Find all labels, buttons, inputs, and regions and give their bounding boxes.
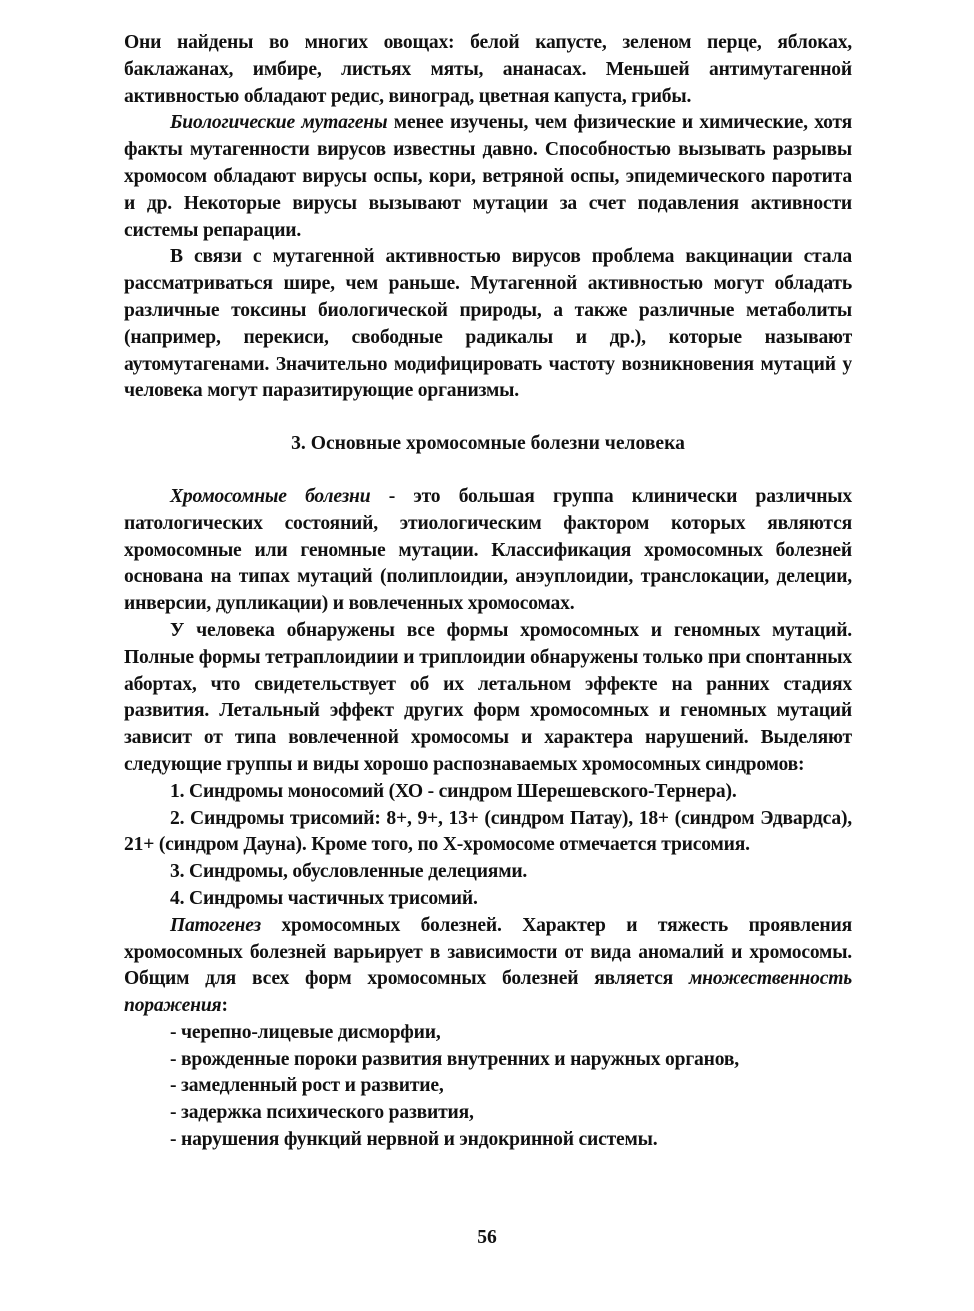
paragraph-chromosomal-diseases [124, 484, 852, 618]
paragraph-pathogenesis-end: : [221, 995, 228, 1017]
page-body [124, 30, 852, 1154]
syndrome-item-1: 1. Синдромы моносомий (ХО - синдром Шерешевского-Тернера). [170, 780, 737, 802]
section-heading: 3. Основные хромосомные болезни человека [291, 433, 685, 455]
list-item: - врожденные пороки развития внутренних и наружных органов, [170, 1048, 739, 1070]
list-item: - черепно-лицевые дисморфии, [170, 1021, 441, 1043]
list-item: - замедленный рост и развитие, [170, 1075, 444, 1097]
paragraph-vaccination: В связи с мутагенной активностью вирусов проблема вакцинации стала рассматриваться шире, чем раньше. Мутагенной активностью могут обладать различные токсины биологической природы, а также различные метаболиты (например, перекиси, свободные радикалы и др.), которые называют аутомутагенами. Значительно модифицировать частоту возникновения мутаций у человека могут паразитирующие организмы. [124, 246, 852, 402]
term-pathogenesis: Патогенез [170, 914, 261, 936]
term-biological-mutagens: Биологические мутагены [170, 112, 388, 134]
syndrome-item-4: 4. Синдромы частичных трисомий. [170, 887, 478, 909]
paragraph-antimutagens: Они найдены во многих овощах: белой капусте, зеленом перце, яблоках, баклажанах, имбире, листьях мяты, ананасах. Меньшей антимутагенной активностью обладают редис, виноград, цветная капуста, грибы. [124, 32, 852, 107]
paragraph-pathogenesis [124, 913, 852, 1020]
paragraph-biological-mutagens-text: менее изучены, чем физические и химические, хотя факты мутагенности вирусов известны давно. Способностью вызывать разрывы хромосом обладают вирусы оспы, кори, ветряной оспы, эпидемического паротита и др. Некоторые вирусы вызывают мутации за счет подавления активности системы репарации. [124, 112, 852, 241]
term-chromosomal-diseases: Хромосомные болезни [170, 485, 371, 507]
paragraph-chromosomal-diseases-text: - это большая группа клинически различных патологических состояний, этиологическим фактором которых являются хромосомные или геномные мутации. Классификация хромосомных болезней основана на типах мутаций (полиплоидии, анэуплоидии, транслокации, делеции, инверсии, дупликации) и вовлеченных хромосомах. [124, 485, 853, 615]
term-multiple-lesions: множественность поражения [124, 968, 852, 1017]
syndrome-item-3: 3. Синдромы, обусловленные делециями. [170, 861, 528, 883]
paragraph-mutation-forms: У человека обнаружены все формы хромосомных и геномных мутаций. Полные формы тетраплоидиии и триплоидии обнаружены только при спонтанных абортах, что свидетельствует об их летальном эффекте на ранних стадиях развития. Летальный эффект других форм хромосомных и геномных мутаций зависит от типа вовлеченной хромосомы и характера нарушений. Выделяют следующие группы и виды хорошо распознаваемых хромосомных синдромов: [124, 619, 852, 775]
syndrome-item-2: 2. Синдромы трисомий: 8+, 9+, 13+ (синдром Патау), 18+ (синдром Эдвардса), 21+ (синдром Дауна). Кроме того, по Х-хромосоме отмечается трисомия. [124, 807, 852, 856]
paragraph-pathogenesis-text: хромосомных болезней. Характер и тяжесть проявления хромосомных болезней варьирует в зависимости от вида аномалий и хромосомы. Общим для всех форм хромосомных болезней является [124, 914, 852, 990]
paragraph-biological-mutagens [124, 110, 852, 244]
page-number: 56 [477, 1227, 497, 1248]
list-item: - нарушения функций нервной и эндокринной системы. [170, 1129, 658, 1151]
list-item: - задержка психического развития, [170, 1102, 474, 1124]
